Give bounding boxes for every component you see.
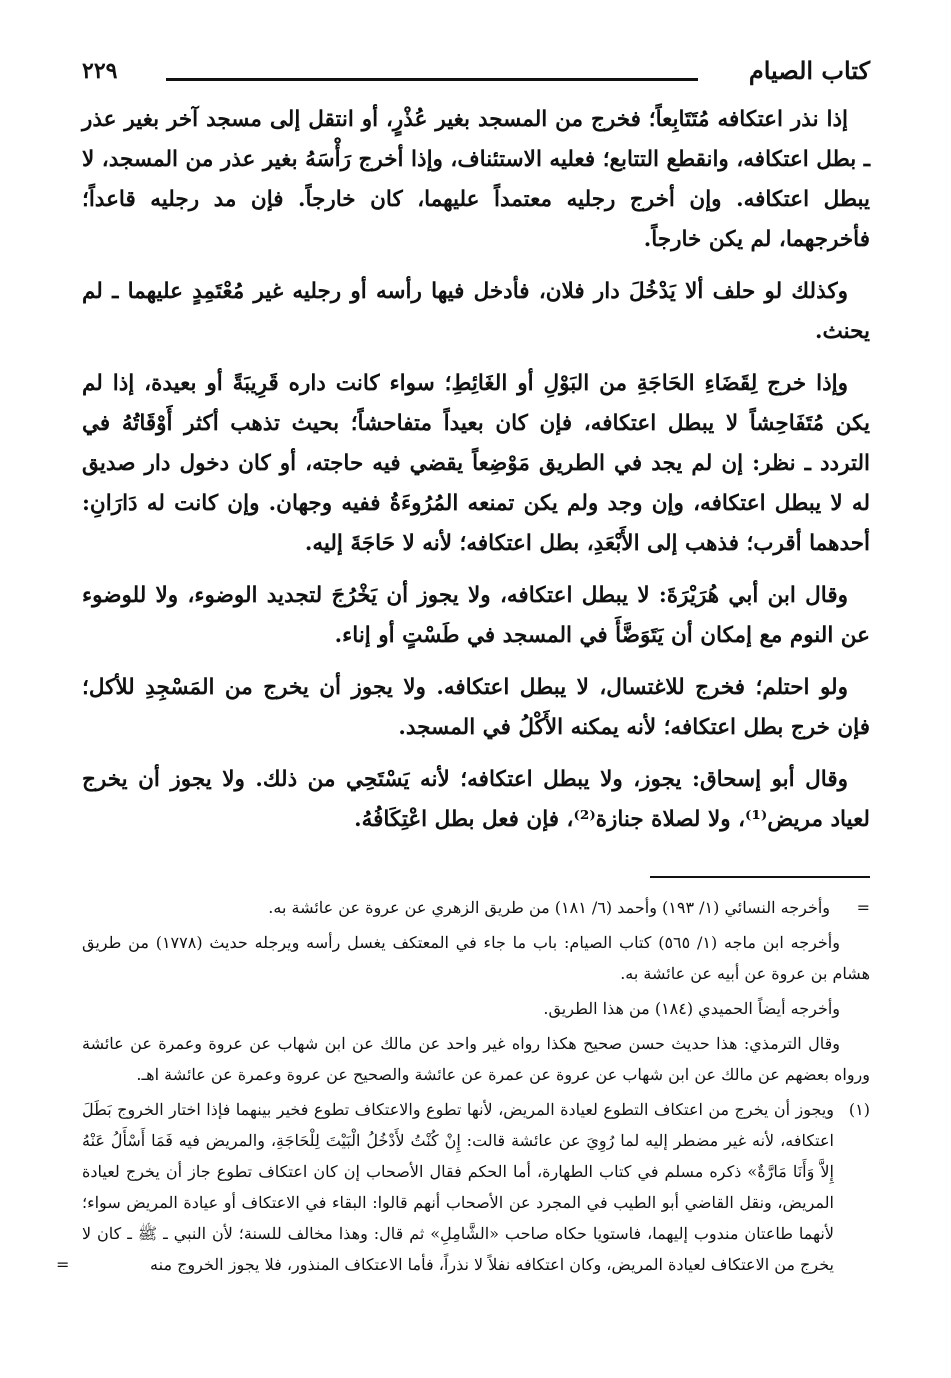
page-number: ٢٢٩ xyxy=(82,58,118,84)
footnote-continuation-text: وأخرجه النسائي (١/ ١٩٣) وأحمد (٦/ ١٨١) من طريق الزهري عن عروة عن عائشة به. xyxy=(268,898,830,917)
page-header xyxy=(82,52,870,100)
footnote-tail-mark: = xyxy=(56,1255,70,1274)
footnote-continuation-3: وأخرجه أيضاً الحميدي (١٨٤) من هذا الطريق. xyxy=(543,999,840,1018)
main-paragraph-3: وإذا خرج لِقَضَاءِ الحَاجَةِ من البَوْلِ أو الغَائِطِ؛ سواء كانت داره قَرِيبَةً أو بعيدة، إذا لم يكن مُتَفَاحِشاً لا يبطل اعتكافه، فإن كان بعيداً متفاحشاً؛ بحيث تذهب أكثر أَوْقَاتُهُ في التردد ـ نظر: إن لم يجد في الطريق مَوْضِعاً يقضي فيه حاجته، أو كان دخول دار صديق له لا يبطل اعتكافه، وإن وجد ولم يكن تمنعه المُرُوءَةُ ففيه وجهان. وإن كانت له دَارَانِ: أحدهما أقرب؛ فذهب إلى الأَبْعَدِ، بطل اعتكافه؛ لأنه لا حَاجَةَ إليه. xyxy=(82,371,870,556)
footnote-continuation-2: وأخرجه ابن ماجه (١/ ٥٦٥) كتاب الصيام: باب ما جاء في المعتكف يغسل رأسه ويرجله حديث (١٧٧٨) من طريق هشام بن عروة عن أبيه عن عائشة به. xyxy=(82,933,870,983)
footnote-number: (١) xyxy=(848,1100,870,1119)
footnote-1-text: ويجوز أن يخرج من اعتكاف التطوع لعيادة المريض، لأنها تطوع والاعتكاف تطوع فخير بينهما فإذا اختار الخروج بَطَلَ اعتكافه، لأنه غير مضطر إليه لما رُوِيَ عن عائشة قالت: إِنْ كُنْتُ لأَدْخُلُ الْبَيْتَ لِلْحَاجَةِ، والمريض فيه فَمَا أَسْأَلُ عَنْهُ إِلاَّ وَأَنَا مَارَّةٌ» ذكره مسلم في كتاب الطهارة، أما الحكم فقال الأصحاب إن كان اعتكاف تطوع جاز أن يخرج لعيادة المريض، ونقل القاضي أبو الطيب في المجرد عن الأصحاب أنهم قالوا: البقاء في الاعتكاف أو عيادة المريض سواء؛ لأنهما طاعتان مندوب إليهما، فاستويا حكاه صاحب «الشَّامِلِ» ثم قال: وهذا مخالف للسنة؛ لأن النبي ـ ﷺ ـ كان لا يخرج من الاعتكاف لعيادة المريض، وكان اعتكافه نفلاً لا نذراً، فأما الاعتكاف المنذور، فلا يجوز الخروج منه xyxy=(82,1100,835,1274)
main-paragraph-5: ولو احتلم؛ فخرج للاغتسال، لا يبطل اعتكافه. ولا يجوز أن يخرج من المَسْجِدِ للأكل؛ فإن خرج بطل اعتكافه؛ لأنه يمكنه الأَكْلُ في المسجد. xyxy=(82,675,870,740)
footnote-continuation-4: وقال الترمذي: هذا حديث حسن صحيح هكذا رواه غير واحد عن مالك عن ابن شهاب عن عروة وعمرة عن عائشة ورواه بعضهم عن مالك عن ابن شهاب عن عروة عن عمرة عن عائشة والصحيح عن عروة وعمرة عن عائشة اهـ. xyxy=(82,1034,870,1084)
footnote-separator xyxy=(650,876,870,878)
chapter-title: كتاب الصيام xyxy=(748,56,870,85)
footnotes xyxy=(56,892,870,1280)
main-paragraph-2: وكذلك لو حلف ألا يَدْخُلَ دار فلان، فأدخل فيها رأسه أو رجليه غير مُعْتَمِدٍ عليهما ـ لم يحنث. xyxy=(82,279,870,344)
main-paragraph-4: وقال ابن أبي هُرَيْرَةَ: لا يبطل اعتكافه، ولا يجوز أن يَخْرُجَ لتجديد الوضوء، ولا للوضوء عن النوم مع إمكان أن يَتَوَضَّأَ في المسجد في طَسْتٍ أو إناء. xyxy=(82,583,870,648)
continuation-mark: = xyxy=(856,898,870,917)
main-text xyxy=(82,100,870,840)
footnote-continuation-1 xyxy=(82,892,870,923)
footnote-1 xyxy=(56,1094,870,1280)
page xyxy=(56,52,870,1284)
main-paragraph-1: إذا نذر اعتكافه مُتَتَابِعاً؛ فخرج من المسجد بغير عُذْرٍ، أو انتقل إلى مسجد آخر بغير عذر ـ بطل اعتكافه، وانقطع التتابع؛ فعليه الاستئناف، وإذا أخرج رَأْسَهُ بغير عذر من المسجد، لا يبطل اعتكافه. وإن أخرج رجليه معتمداً عليهما، كان خارجاً. فإن مد رجليه قاعداً؛ فأخرجهما، لم يكن خارجاً. xyxy=(82,107,870,252)
header-rule xyxy=(166,78,698,81)
main-paragraph-6: وقال أبو إسحاق: يجوز، ولا يبطل اعتكافه؛ لأنه يَسْتَحِي من ذلك. ولا يجوز أن يخرج لعياد مريض⁽¹⁾، ولا لصلاة جنازة⁽²⁾، فإن فعل بطل اعْتِكَافُهُ. xyxy=(82,767,870,832)
